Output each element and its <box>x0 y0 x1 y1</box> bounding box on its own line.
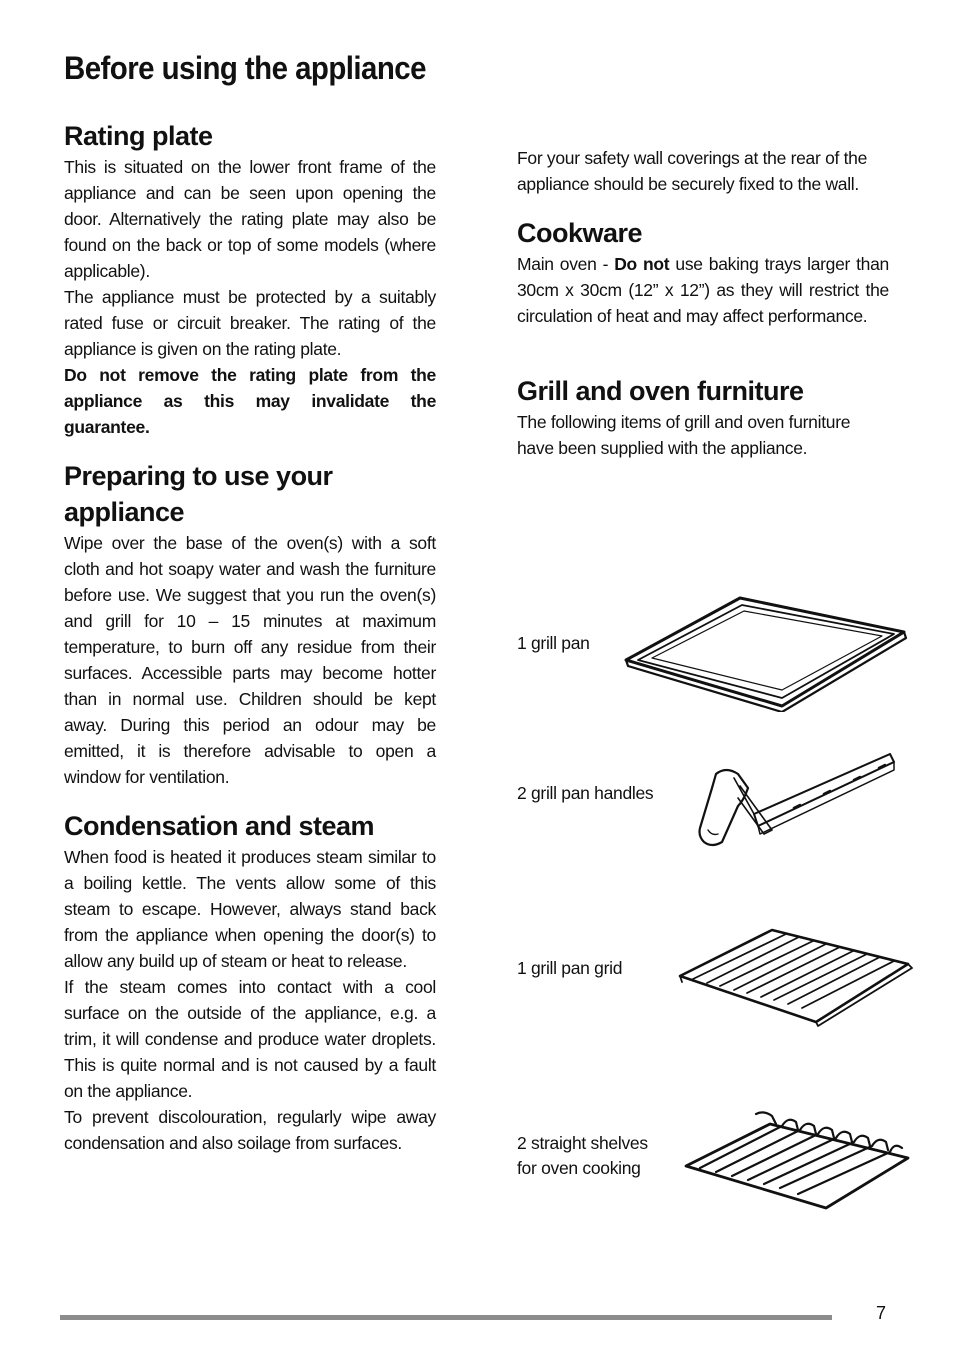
furniture-item-label-grill-pan-grid: 1 grill pan grid <box>517 958 623 978</box>
page-number: 7 <box>876 1303 887 1323</box>
furniture-item-label-oven-shelves: 2 straight shelves for oven cooking <box>517 1133 648 1178</box>
furniture-heading: Grill and oven furniture <box>517 376 804 406</box>
condensation-paragraph-1: When food is heated it produces steam similar to a boiling kettle. The vents allow some of this steam to escape. However, always stand back from the appliance when opening the door(s) to allow any build up of steam or heat to release. <box>64 847 436 971</box>
safety-paragraph: For your safety wall coverings at the rear of the appliance should be securely fixed to the wall. <box>517 148 868 194</box>
grill-pan-icon <box>622 592 912 712</box>
preparing-paragraph: Wipe over the base of the oven(s) with a soft cloth and hot soapy water and wash the furniture before use. We suggest that you run the oven(s) and grill for 10 – 15 minutes at maximum temperature, to burn off any residue from their surfaces. Accessible parts may become hotter than in normal use. Children should be kept away. During this period an odour may be emitted, it is therefore advisable to open a window for ventilation. <box>64 533 436 787</box>
grill-pan-handle-icon <box>694 748 916 848</box>
rating-plate-paragraph-1: This is situated on the lower front frame of the appliance and can be seen upon opening the door. Alternatively the rating plate may also be found on the back or top of some models (where applicable). <box>64 157 436 281</box>
condensation-heading: Condensation and steam <box>64 811 375 841</box>
preparing-heading: Preparing to use your appliance <box>64 461 333 527</box>
furniture-item-label-grill-pan-handles: 2 grill pan handles <box>517 783 654 803</box>
cookware-rest: use baking trays larger than 30cm x 30cm (12” x 12”) as they will restrict the circulation of heat and may affect performance. <box>517 254 889 326</box>
grill-pan-grid-icon <box>676 924 918 1028</box>
furniture-item-label-grill-pan: 1 grill pan <box>517 633 590 653</box>
cookware-heading: Cookware <box>517 218 643 248</box>
left-column <box>64 118 436 1156</box>
condensation-paragraph-2: If the steam comes into contact with a cool surface on the outside of the appliance, e.g. a trim, it will condense and produce water droplets. This is quite normal and is not caused by a fault on the appliance. <box>64 977 436 1101</box>
rating-plate-heading: Rating plate <box>64 121 213 151</box>
oven-shelf-icon <box>680 1108 916 1216</box>
condensation-paragraph-3: To prevent discolouration, regularly wipe away condensation and also soilage from surfaces. <box>64 1107 436 1153</box>
cookware-prefix: Main oven - <box>517 254 615 274</box>
furniture-intro: The following items of grill and oven furniture have been supplied with the appliance. <box>517 412 851 458</box>
page-title: Before using the appliance <box>64 50 426 86</box>
cookware-paragraph <box>517 251 889 329</box>
rating-plate-paragraph-2: The appliance must be protected by a suitably rated fuse or circuit breaker. The rating of the appliance is given on the rating plate. <box>64 287 436 359</box>
right-column <box>517 145 889 461</box>
footer-rule <box>60 1315 832 1320</box>
rating-plate-warning: Do not remove the rating plate from the appliance as this may invalidate the guarantee. <box>64 365 436 437</box>
cookware-bold: Do not <box>614 254 670 274</box>
